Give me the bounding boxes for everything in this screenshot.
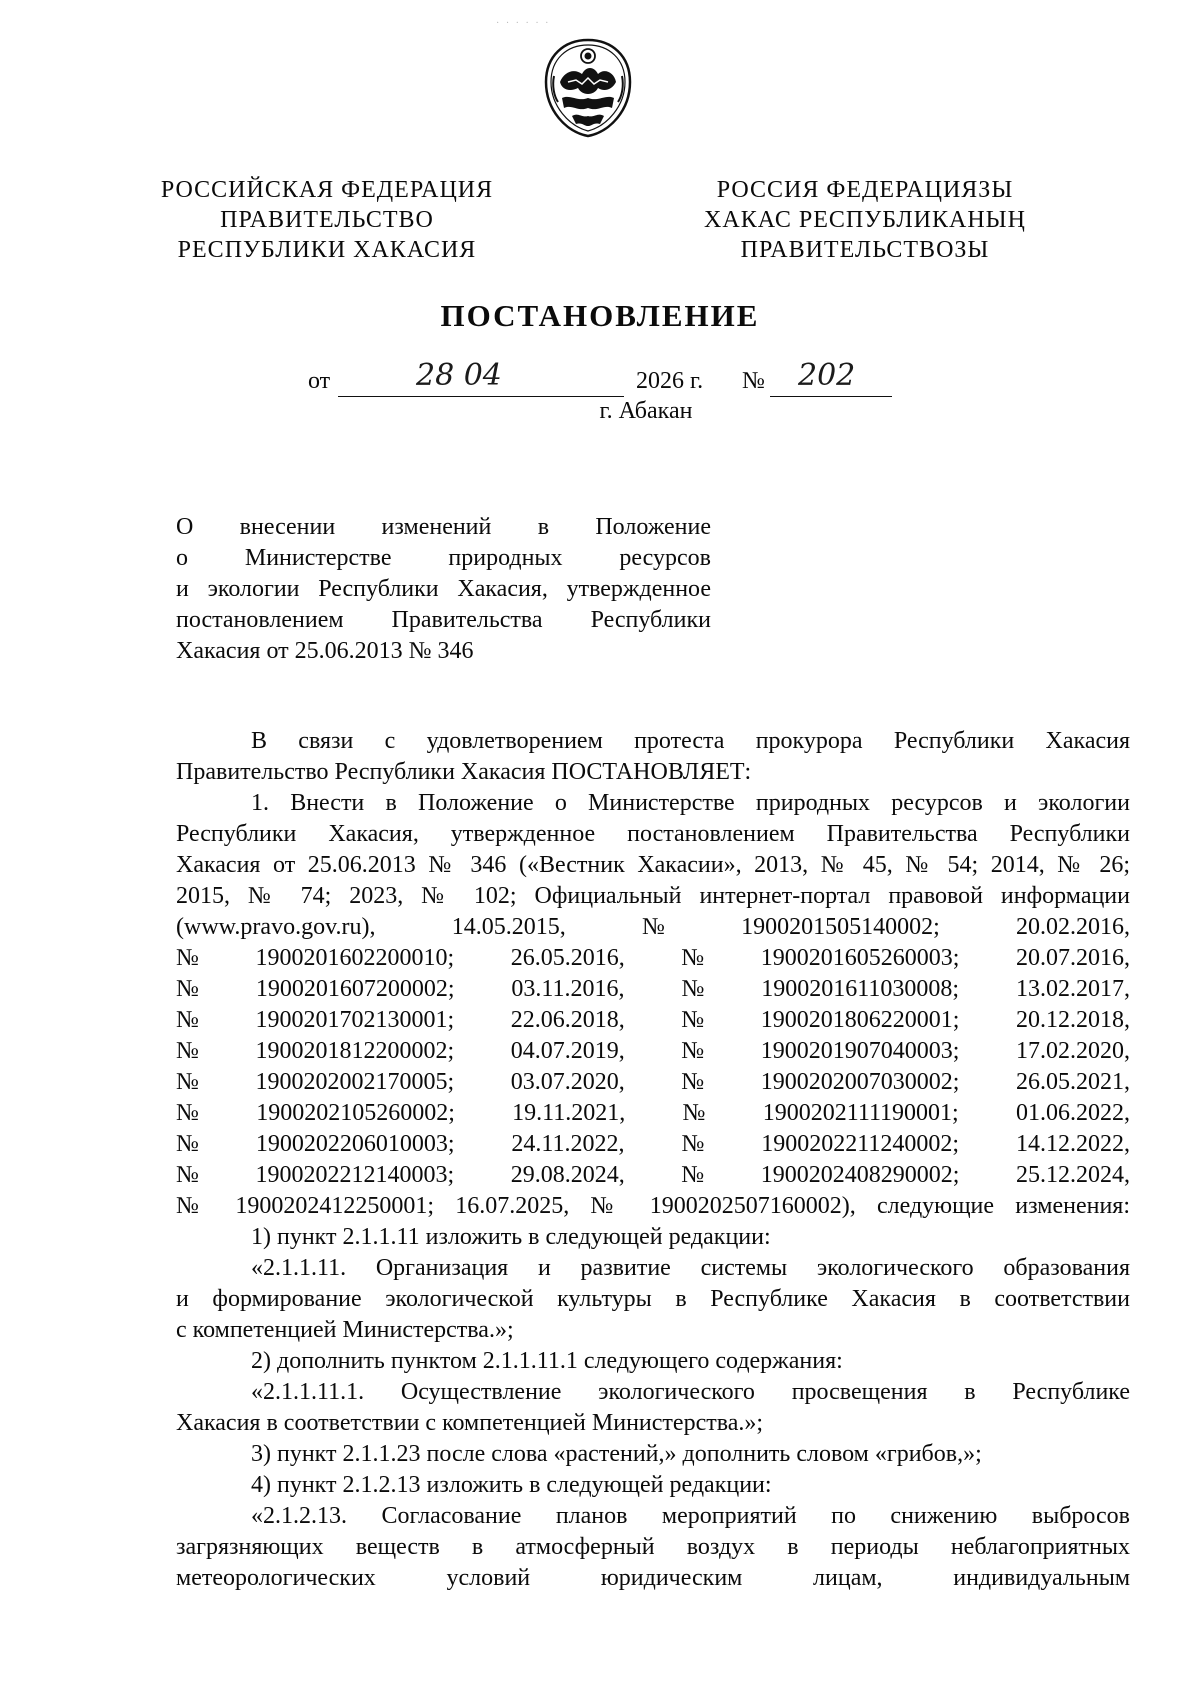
reference-cell: 1900201812200002;	[255, 1038, 455, 1064]
reference-cell: №	[176, 1100, 199, 1126]
body-line: «2.1.1.11.1. Осуществление экологического просвещения в Республике	[251, 1379, 1130, 1405]
date-prefix: от	[308, 368, 331, 394]
body-line: В связи с удовлетворением протеста прокурора Республики Хакасия	[251, 728, 1130, 754]
reference-cell: 26.05.2021,	[1015, 1069, 1130, 1095]
number-underline	[770, 396, 892, 397]
reference-cell: 1900201605260003;	[760, 945, 960, 971]
reference-row	[176, 912, 1130, 943]
body-line: 2) дополнить пунктом 2.1.1.11.1 следующего содержания:	[251, 1348, 843, 1374]
year-label: 2026 г.	[636, 368, 704, 394]
reference-cell: 20.02.2016,	[1015, 914, 1130, 940]
reference-cell: №	[681, 1007, 705, 1033]
reference-cell: 1900202002170005;	[255, 1069, 455, 1095]
reference-cell: 1900201602200010;	[255, 945, 455, 971]
body-line: 1. Внести в Положение о Министерстве природных ресурсов и экологии	[251, 790, 1130, 816]
reference-cell: №	[176, 1131, 199, 1157]
number-sign: №	[742, 368, 765, 394]
reference-cell: 1900201505140002;	[741, 914, 940, 940]
reference-cell: №	[681, 945, 705, 971]
reference-cell: 1900201702130001;	[255, 1007, 455, 1033]
body-line: и формирование экологической культуры в Республике Хакасия в соответствии	[176, 1286, 1130, 1312]
reference-cell: 22.06.2018,	[510, 1007, 625, 1033]
reference-cell: 1900202408290002;	[760, 1162, 960, 1188]
reference-cell: 25.12.2024,	[1015, 1162, 1130, 1188]
reference-cell: 1900201907040003;	[760, 1038, 960, 1064]
body-line: 2015, № 74; 2023, № 102; Официальный интернет-портал правовой информации	[176, 883, 1130, 909]
header-left-line: ПРАВИТЕЛЬСТВО	[220, 207, 434, 233]
reference-row	[176, 974, 1130, 1005]
reference-cell: №	[682, 1100, 706, 1126]
body-line: 4) пункт 2.1.2.13 изложить в следующей редакции:	[251, 1472, 772, 1498]
reference-row	[176, 1067, 1130, 1098]
date-underline	[338, 396, 624, 397]
body-line: 3) пункт 2.1.1.23 после слова «растений,» дополнить словом «грибов,»;	[251, 1441, 982, 1467]
reference-row	[176, 1005, 1130, 1036]
date-number-line	[0, 358, 1200, 402]
reference-cell: (www.pravo.gov.ru),	[176, 914, 376, 940]
body-line: Республики Хакасия, утвержденное постановлением Правительства Республики	[176, 821, 1130, 847]
subject-line: постановлением Правительства Республики	[176, 607, 711, 633]
body-line: «2.1.2.13. Согласование планов мероприятий по снижению выбросов	[251, 1503, 1130, 1529]
header-left-line: РОССИЙСКАЯ ФЕДЕРАЦИЯ	[160, 177, 494, 203]
header-right-line: РОССИЯ ФЕДЕРАЦИЯЗЫ	[716, 177, 1014, 203]
reference-cell: 1900202105260002;	[256, 1100, 455, 1126]
reference-cell: 24.11.2022,	[511, 1131, 625, 1157]
reference-cell: 14.12.2022,	[1015, 1131, 1130, 1157]
reference-cell: 13.02.2017,	[1015, 976, 1130, 1002]
reference-cell: 1900202007030002;	[760, 1069, 960, 1095]
document-body	[176, 726, 1130, 1594]
reference-row	[176, 1036, 1130, 1067]
reference-cell: №	[681, 1131, 705, 1157]
reference-cell: №	[176, 1007, 199, 1033]
reference-cell: 1900201611030008;	[761, 976, 960, 1002]
handwritten-number: 202	[798, 358, 856, 393]
header-left	[152, 175, 502, 265]
reference-cell: №	[176, 1069, 199, 1095]
subject-block	[176, 512, 711, 667]
reference-cell: 03.07.2020,	[510, 1069, 625, 1095]
header-right	[690, 175, 1040, 265]
reference-cell: 1900202206010003;	[255, 1131, 455, 1157]
reference-cell: 04.07.2019,	[510, 1038, 625, 1064]
coat-of-arms-emblem	[542, 36, 634, 140]
body-line: «2.1.1.11. Организация и развитие системы экологического образования	[251, 1255, 1130, 1281]
body-line: 1) пункт 2.1.1.11 изложить в следующей редакции:	[251, 1224, 771, 1250]
reference-cell: 14.05.2015,	[451, 914, 566, 940]
reference-cell: 1900201806220001;	[760, 1007, 960, 1033]
body-line: загрязняющих веществ в атмосферный воздух в периоды неблагоприятных	[176, 1534, 1130, 1560]
body-line: № 1900202412250001; 16.07.2025, № 1900202507160002), следующие изменения:	[176, 1193, 1130, 1219]
subject-line: о Министерстве природных ресурсов	[176, 545, 711, 571]
city-label: г. Абакан	[599, 398, 693, 424]
reference-row	[176, 1129, 1130, 1160]
reference-cell: №	[176, 1038, 199, 1064]
reference-cell: 1900202111190001;	[762, 1100, 959, 1126]
reference-cell: 1900202211240002;	[761, 1131, 960, 1157]
body-line: Правительство Республики Хакасия ПОСТАНОВЛЯЕТ:	[176, 759, 752, 785]
reference-cell: №	[176, 976, 199, 1002]
reference-cell: 29.08.2024,	[510, 1162, 625, 1188]
body-line: метеорологических условий юридическим лицам, индивидуальным	[176, 1565, 1130, 1591]
subject-line: и экологии Республики Хакасия, утвержденное	[176, 576, 711, 602]
reference-cell: 01.06.2022,	[1016, 1100, 1130, 1126]
reference-cell: 1900201607200002;	[255, 976, 455, 1002]
reference-cell: 17.02.2020,	[1015, 1038, 1130, 1064]
reference-cell: 26.05.2016,	[510, 945, 625, 971]
reference-row	[176, 943, 1130, 974]
header-left-line: РЕСПУБЛИКИ ХАКАСИЯ	[177, 237, 477, 263]
subject-line: О внесении изменений в Положение	[176, 514, 711, 540]
reference-cell: 19.11.2021,	[512, 1100, 626, 1126]
reference-cell: №	[681, 1162, 705, 1188]
reference-cell: №	[176, 1162, 199, 1188]
reference-cell: 03.11.2016,	[511, 976, 625, 1002]
scan-artifact: · · · · · ·	[496, 18, 551, 29]
document-title: ПОСТАНОВЛЕНИЕ	[440, 298, 760, 333]
reference-cell: 20.07.2016,	[1015, 945, 1130, 971]
body-line: Хакасия в соответствии с компетенцией Министерства.»;	[176, 1410, 764, 1436]
reference-cell: №	[681, 1069, 705, 1095]
reference-cell: №	[176, 945, 199, 971]
reference-cell: 1900202212140003;	[255, 1162, 455, 1188]
reference-cell: №	[641, 914, 665, 940]
body-line: Хакасия от 25.06.2013 № 346 («Вестник Хакасии», 2013, № 45, № 54; 2014, № 26;	[176, 852, 1130, 878]
body-line: с компетенцией Министерства.»;	[176, 1317, 514, 1343]
header-right-line: ПРАВИТЕЛЬСТВОЗЫ	[740, 237, 990, 263]
handwritten-date: 28 04	[416, 358, 502, 393]
reference-cell: №	[681, 1038, 705, 1064]
reference-cell: №	[681, 976, 705, 1002]
header-right-line: ХАКАС РЕСПУБЛИКАНЫҢ	[704, 207, 1026, 233]
reference-cell: 20.12.2018,	[1015, 1007, 1130, 1033]
reference-row	[176, 1160, 1130, 1191]
subject-line: Хакасия от 25.06.2013 № 346	[176, 638, 474, 664]
reference-row	[176, 1098, 1130, 1129]
